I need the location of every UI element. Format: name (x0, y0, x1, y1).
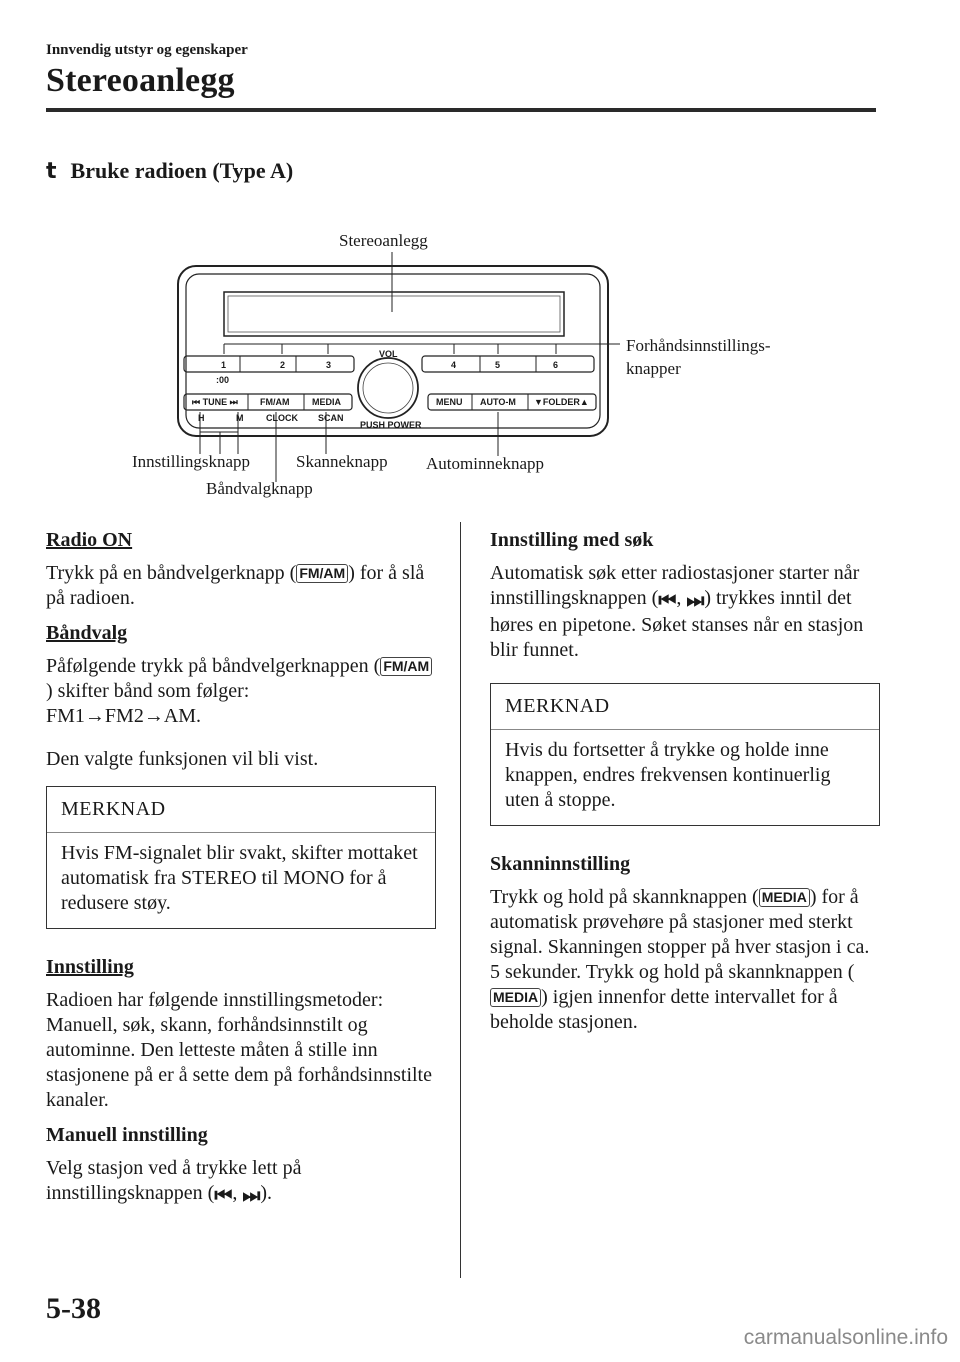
scan-heading: Skanninnstilling (490, 853, 631, 875)
radio-panel-illustration (120, 220, 820, 510)
band-heading: Båndvalg (46, 622, 128, 644)
vol-label: VOL (379, 349, 398, 359)
automem-button-label: AUTO-M (480, 397, 516, 407)
preset-2-label: 2 (280, 360, 286, 370)
scan-label: SCAN (318, 413, 344, 423)
clock-label: CLOCK (266, 413, 298, 423)
radio-display (224, 292, 564, 336)
right-column (490, 528, 880, 1045)
note-box-seek (490, 683, 880, 826)
preset-3-label: 3 (326, 360, 332, 370)
tuning-heading: Innstilling (46, 956, 134, 978)
section-bullet: t (46, 159, 57, 184)
title-rule (46, 108, 876, 112)
band-text: Påfølgende trykk på båndvelgerknappen ( FM/AM) skifter bånd som følger: FM1→FM2→AM. (46, 654, 436, 729)
note-title: MERKNAD (47, 787, 435, 833)
left-column (46, 528, 436, 1218)
fmam-icon: FM/AM (380, 657, 432, 676)
tuning-text: Radioen har følgende innstillingsmetoder: Manuell, søk, skann, forhåndsinnstilt og autominne. Den letteste måten å stille inn stasjonene på er å sette dem på forhåndsinnstilte kanaler. (46, 989, 432, 1111)
media-icon: MEDIA (490, 988, 541, 1007)
next-track-icon: ⏭ (242, 1183, 261, 1207)
label-scan: Skanneknapp (296, 452, 388, 471)
folder-button-label: ▼FOLDER▲ (534, 397, 589, 407)
note-title: MERKNAD (491, 684, 879, 730)
preset-6-label: 6 (553, 360, 559, 370)
radio-on-text: Trykk på en båndvelgerknapp ( FM/AM ) for å slå på radioen. (46, 562, 425, 609)
next-track-icon: ⏭ (686, 588, 705, 612)
band-shown-text: Den valgte funksjonen vil bli vist. (46, 748, 319, 770)
volume-knob[interactable] (358, 358, 418, 418)
label-automemory: Autominneknapp (426, 454, 545, 473)
clock-colon-label: :00 (216, 375, 230, 385)
chapter-title: Innvendig utstyr og egenskaper (46, 42, 248, 58)
radio-diagram (120, 220, 820, 510)
label-band: Båndvalgknapp (206, 479, 313, 498)
label-tuning: Innstillingsknapp (132, 452, 251, 471)
label-stereo: Stereoanlegg (339, 231, 428, 250)
manual-heading: Manuell innstilling (46, 1124, 208, 1146)
scan-text: Trykk og hold på skannknappen ( MEDIA ) for å automatisk prøvehøre på stasjoner med sterkt signal. Skanningen stopper på hver stasjon i ca. 5 sekunder. Trykk og hold på skannknappen (MEDIA ) igjen innenfor dette intervallet for å beholde stasjonen. (490, 886, 870, 1033)
section-heading-text: Bruke radioen (Type A) (70, 158, 294, 183)
preset-1-label: 1 (221, 360, 227, 370)
media-icon: MEDIA (759, 888, 810, 907)
label-preset-1: Forhåndsinnstillings- (626, 336, 771, 355)
section-heading (46, 158, 293, 184)
label-preset-2: knapper (626, 359, 681, 378)
note-box-fm (46, 786, 436, 929)
radio-on-heading: Radio ON (46, 529, 133, 551)
tune-button-label: ⏮ TUNE ⏭ (192, 397, 238, 407)
column-divider (460, 522, 461, 1278)
seek-heading: Innstilling med søk (490, 529, 654, 551)
page-number: 5-38 (46, 1292, 101, 1325)
prev-track-icon: ⏮ (658, 588, 677, 612)
prev-track-icon: ⏮ (214, 1183, 233, 1207)
manual-text: Velg stasjon ved å trykke lett på innstillingsknappen (⏮, ⏭). (46, 1157, 302, 1207)
media-button-label: MEDIA (312, 397, 341, 407)
preset-4-label: 4 (451, 360, 457, 370)
minute-label: M (236, 413, 244, 423)
fmam-icon: FM/AM (296, 564, 348, 583)
hour-label: H (198, 413, 205, 423)
push-power-label: PUSH POWER (360, 420, 422, 430)
watermark: carmanualsonline.info (743, 1326, 948, 1349)
preset-5-label: 5 (495, 360, 501, 370)
note-body: Hvis FM-signalet blir svakt, skifter mottaket automatisk fra STEREO til MONO for å redusere støy. (61, 842, 418, 914)
menu-button-label: MENU (436, 397, 463, 407)
fmam-button-label: FM/AM (260, 397, 290, 407)
note-body: Hvis du fortsetter å trykke og holde inne knappen, endres frekvensen kontinuerlig uten å stoppe. (505, 739, 831, 811)
seek-text: Automatisk søk etter radiostasjoner starter når innstillingsknappen (⏮, ⏭) trykkes inntil det høres en pipetone. Søket stanses når en stasjon blir funnet. (490, 562, 864, 661)
page-title: Stereoanlegg (46, 62, 235, 99)
